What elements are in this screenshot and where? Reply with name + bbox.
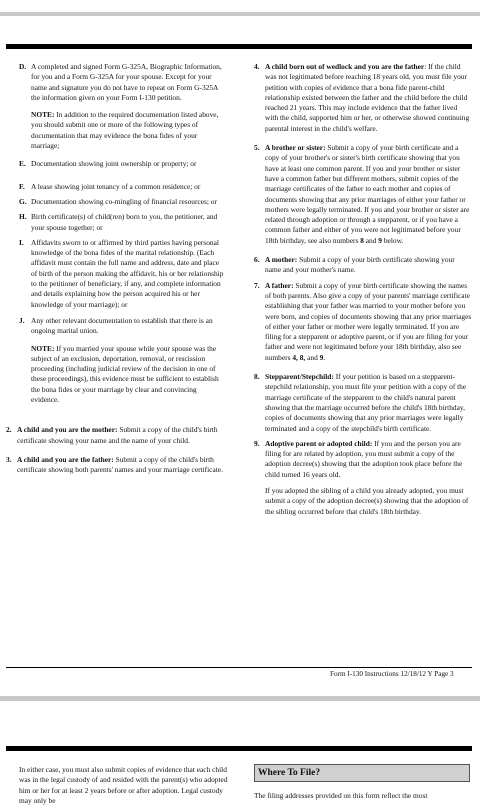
ref-number: 9 (378, 235, 382, 245)
ref-number: 8 (360, 235, 364, 245)
item-heading: A child and you are the father: (17, 454, 114, 464)
item-d (6, 62, 226, 103)
item-text: Any other relevant documentation to establish that there is an ongoing marital union. (31, 315, 213, 336)
item-2-child-mother (6, 425, 226, 446)
item-label: J. (19, 315, 25, 325)
item-tail: below. (383, 235, 404, 245)
item-text: If you and the person you are filing for are related by adoption, you must submit a copy of the adoption decree(s) showing that the adoption took place before the child turned 16 years old. (265, 438, 463, 479)
item-heading: A father: (265, 280, 294, 290)
item-3-child-father (6, 455, 226, 476)
item-label: G. (19, 196, 27, 206)
item-heading: Stepparent/Stepchild: (265, 372, 334, 382)
item-9-sibling-note: If you adopted the sibling of a child you already adopted, you must submit a copy of the adoption decree(s) showing that the adoption of the sibling occurred before that child's 18th birthday. (265, 485, 469, 516)
filing-addresses-text: The filing addresses provided on this form reflect the most (254, 791, 428, 800)
item-h (6, 212, 226, 233)
item-i (6, 238, 226, 310)
item-label: E. (19, 159, 26, 169)
item-number: 3. (6, 454, 12, 464)
item-5-brother-sister (254, 143, 472, 246)
note-bona-fides (31, 110, 226, 151)
item-9-adoptive (254, 439, 472, 517)
item-j (6, 316, 226, 337)
item-number: 7. (254, 280, 260, 290)
item-7-father (254, 281, 472, 363)
item-number: 9. (254, 438, 260, 448)
item-label: I. (19, 237, 24, 247)
item-text: Affidavits sworn to or affirmed by third parties having personal knowledge of the bona fides of the marital relationship. (Each affidavit must contain the full name and address, date and place of birth of the person making the affidavit, his or her relationship to the petitioner of beneficiary, if any, and complete information and details explaining how the person acquired his or her knowledge of your marriage); or (31, 237, 224, 309)
where-to-file-heading: Where To File? (254, 764, 470, 782)
item-g (6, 197, 226, 207)
item-number: 6. (254, 255, 260, 265)
item-heading: A mother: (265, 255, 298, 265)
page-top-rule (6, 44, 472, 49)
item-heading: A brother or sister: (265, 143, 326, 153)
item-label: F. (19, 181, 25, 191)
item-label: D. (19, 62, 27, 71)
item-text: If your petition is based on a stepparent-stepchild relationship, you must file your petition with a copy of the marriage certificate of the stepparent to the child's natural parent showing that the marriage occurred before the child's 18th birthday, copies of documents showing that any prior marriages were legally terminated and a copy of the stepchild's birth certificate. (265, 372, 467, 433)
item-number: 8. (254, 372, 260, 382)
item-text: A completed and signed Form G-325A, Biographic Information, for you and a Form G-325A for your spouse. Except for your name and signature you do not have to repeat on Form G-325A the information given on your Form I-130 petition. (31, 62, 222, 102)
ref-number: 9 (319, 352, 324, 362)
item-text: Submit a copy of the child's birth certificate showing your name and the name of your child. (17, 425, 218, 445)
item-number: 4. (254, 62, 260, 71)
footer-rule (6, 667, 472, 668)
item-text: Birth certificate(s) of child(ren) born to you, the petitioner, and your spouse together; or (31, 212, 218, 232)
item-text: : If the child was not legitimated before reaching 18 years old, you must file your petition with copies of evidence that a bona fide parent-child relationship existed between the father and the child before the child reached 21 years. This may include evidence that the father lived with the child, supported him or her, or otherwise showed continuing parental interest in the child's welfare. (265, 62, 470, 133)
item-6-mother (254, 255, 472, 276)
item-text: Documentation showing co-mingling of financial resources; or (31, 196, 217, 206)
item-e (6, 159, 226, 169)
item-8-stepparent (254, 372, 472, 434)
item-text: A lease showing joint tenancy of a common residence; or (31, 181, 201, 191)
item-4-out-of-wedlock (254, 62, 472, 134)
item-f (6, 182, 226, 192)
item-heading: Adoptive parent or adopted child: (265, 438, 373, 448)
item-heading: A child born out of wedlock and you are the father (265, 62, 425, 71)
note-label: NOTE: (31, 343, 55, 353)
adoption-custody-text: In either case, you must also submit copies of evidence that each child was in the legal custody of and resided with the parent(s) who adopted him or her for at least 2 years before or after adoption. Legal custody may only be (19, 765, 228, 805)
ref-numbers: 4, 8, (292, 352, 306, 362)
right-column (254, 62, 472, 524)
item-label: H. (19, 212, 27, 222)
note-label: NOTE: (31, 110, 55, 120)
item-text: Submit a copy of your birth certificate showing your name and your mother's name. (265, 255, 455, 275)
item-tail: . (323, 352, 326, 362)
item-text: Submit a copy of your birth certificate and a copy of your brother's or sister's birth certificate showing that you have at least one common parent. If you and your brother or sister have a common father but different mothers, submit copies of the marriage certificates of the father to each mother and copies of documents showing that any prior marriages of either your father or mothers were legally terminated. If you and your brother or sister are related through adoption or through a stepparent, or if you have a common father and either of you were not legitimated before your 18th birthday, see also numbers (265, 143, 470, 245)
conjunction: and (307, 352, 318, 362)
note-text: In addition to the required documentation listed above, you should submit one or more of the following types of documentation that may evidence the bona fides of your marriage; (31, 110, 219, 151)
page-top-rule (6, 746, 472, 751)
item-text: Documentation showing joint ownership or property; or (31, 159, 197, 169)
item-number: 5. (254, 143, 260, 153)
conjunction: and (365, 235, 377, 245)
item-text: Submit a copy of your birth certificate showing the names of both parents. Also give a copy of your parents' marriage certificate establishing that your father was married to your mother before you were born, and copies of documents showing that any prior marriages of either your father or mother were legally terminated. If you are filing for a stepparent or adoptive parent, or if you are filing for your father and were not legitimated before your 18th birthday, also see numbers (265, 280, 472, 362)
page-footer: Form I-130 Instructions 12/18/12 Y Page 3 (330, 670, 454, 678)
note-exclusion-proceeding (31, 344, 226, 406)
item-number: 2. (6, 425, 12, 435)
item-heading: A child and you are the mother: (17, 425, 118, 435)
document-page-4 (0, 701, 480, 805)
note-text: If you married your spouse while your spouse was the subject of an exclusion, deportation, removal, or rescission proceeding (including judicial review of the decision in one of these proceedings), this evidence must be sufficient to establish the bona fides or your marriage by clear and convincing evidence. (31, 343, 219, 405)
left-column (6, 62, 226, 483)
item-text: Submit a copy of the child's birth certificate showing both parents' names and your marriage certificate. (17, 454, 223, 475)
